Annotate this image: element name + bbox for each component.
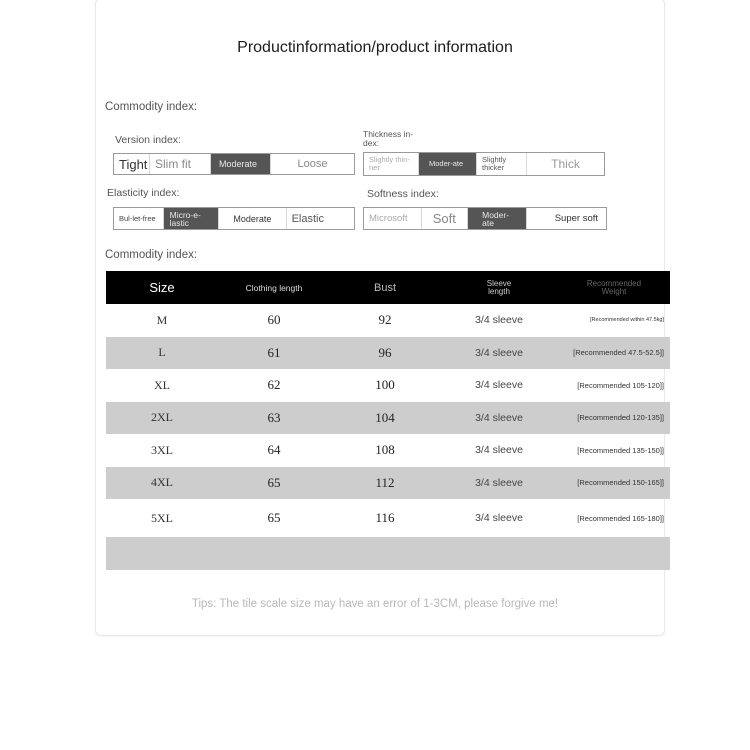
table-row xyxy=(106,434,670,467)
version-option-loose: Loose xyxy=(297,158,328,170)
elasticity-option-elastic: Elastic xyxy=(291,212,324,225)
row-sleeve: 3/4 sleeve xyxy=(475,346,523,359)
row-sleeve: 3/4 sleeve xyxy=(475,314,523,327)
table-row xyxy=(106,467,670,500)
thickness-option-slightly-thinner: Slightly thin-ner xyxy=(364,153,419,175)
header-size: Size xyxy=(149,280,175,295)
row-sleeve: 3/4 sleeve xyxy=(475,512,523,524)
thickness-option-thick: Thick xyxy=(551,157,580,171)
row-recommended: [Recommended 150-165]] xyxy=(577,478,664,488)
row-recommended: [Recommended 165-180]] xyxy=(577,513,664,523)
row-recommended: [Recommended 105-120]] xyxy=(577,380,664,390)
size-table xyxy=(106,271,670,570)
row-bust: 96 xyxy=(378,344,392,360)
version-scale xyxy=(113,153,355,175)
version-option-moderate-selected: Moderate xyxy=(211,154,271,174)
softness-scale xyxy=(363,207,607,230)
header-clothing-length: Clothing length xyxy=(245,282,303,293)
row-size: XL xyxy=(154,377,170,392)
elasticity-scale xyxy=(113,207,355,230)
thickness-scale xyxy=(363,152,605,176)
row-size: 2XL xyxy=(151,410,173,425)
row-bust: 104 xyxy=(375,409,395,425)
softness-index-label: Softness index: xyxy=(367,188,439,200)
version-index-label: Version index: xyxy=(115,134,181,146)
row-bust: 108 xyxy=(375,442,395,458)
row-recommended: [Recommended within 47.5kg] xyxy=(590,317,664,324)
row-length: 60 xyxy=(267,312,281,328)
commodity-index-label: Commodity index: xyxy=(105,101,198,113)
row-length: 65 xyxy=(267,474,281,490)
version-option-tight: Tight xyxy=(114,154,150,174)
commodity-index-label-2: Commodity index: xyxy=(105,249,198,261)
elasticity-index-label: Elasticity index: xyxy=(107,187,180,199)
tips-note: Tips: The tile scale size may have an error of 1-3CM, please forgive me! xyxy=(191,598,559,610)
row-length: 63 xyxy=(267,409,281,425)
header-sleeve-length: Sleeve length xyxy=(486,278,512,296)
row-size: 4XL xyxy=(151,475,173,490)
row-sleeve: 3/4 sleeve xyxy=(475,476,523,489)
row-length: 64 xyxy=(267,442,281,458)
row-bust: 116 xyxy=(375,510,395,525)
table-row xyxy=(106,402,670,435)
thickness-option-slightly-thicker: Slightly thicker xyxy=(477,153,527,175)
row-size: L xyxy=(158,345,166,360)
row-sleeve: 3/4 sleeve xyxy=(475,411,523,424)
softness-option-moderate-selected: Moder-ate xyxy=(468,208,527,229)
thickness-index-label: Thickness in-dex: xyxy=(363,129,414,148)
table-row-empty xyxy=(106,537,670,570)
row-recommended: [Recommended 135-150]] xyxy=(577,445,664,455)
row-length: 62 xyxy=(267,377,281,393)
row-bust: 92 xyxy=(378,312,392,328)
row-bust: 100 xyxy=(375,377,395,393)
row-size: 3XL xyxy=(151,442,173,457)
page-title: Productinformation/product information xyxy=(237,39,513,56)
row-length: 61 xyxy=(267,344,281,360)
table-row xyxy=(106,304,670,337)
row-sleeve: 3/4 sleeve xyxy=(475,444,523,457)
row-length: 65 xyxy=(267,510,281,525)
elasticity-option-moderate: Moderate xyxy=(219,208,286,229)
row-bust: 112 xyxy=(375,474,395,490)
table-row xyxy=(106,369,670,402)
thickness-option-moderate-selected: Moder-ate xyxy=(419,153,477,175)
header-recommended-weight: Recommended Weight xyxy=(586,278,642,296)
header-bust: Bust xyxy=(373,281,396,294)
table-row xyxy=(106,337,670,370)
row-recommended: [Recommended 47.5-52.5]] xyxy=(573,348,664,358)
row-size: 5XL xyxy=(151,510,173,525)
softness-option-super-soft: Super soft xyxy=(554,213,599,224)
softness-option-microsoft: Microsoft xyxy=(364,208,422,229)
table-row xyxy=(106,499,670,537)
row-recommended: [Recommended 120-135]] xyxy=(577,413,664,423)
row-sleeve: 3/4 sleeve xyxy=(475,379,523,392)
row-size: M xyxy=(156,312,168,327)
elasticity-option-bullet-free: Bul-let-free xyxy=(114,208,164,229)
version-option-slim-fit: Slim fit xyxy=(150,154,211,174)
elasticity-option-micro-elastic-selected: Micro-e-lastic xyxy=(164,208,220,229)
softness-option-soft: Soft xyxy=(422,208,469,229)
table-header-row xyxy=(106,271,670,304)
